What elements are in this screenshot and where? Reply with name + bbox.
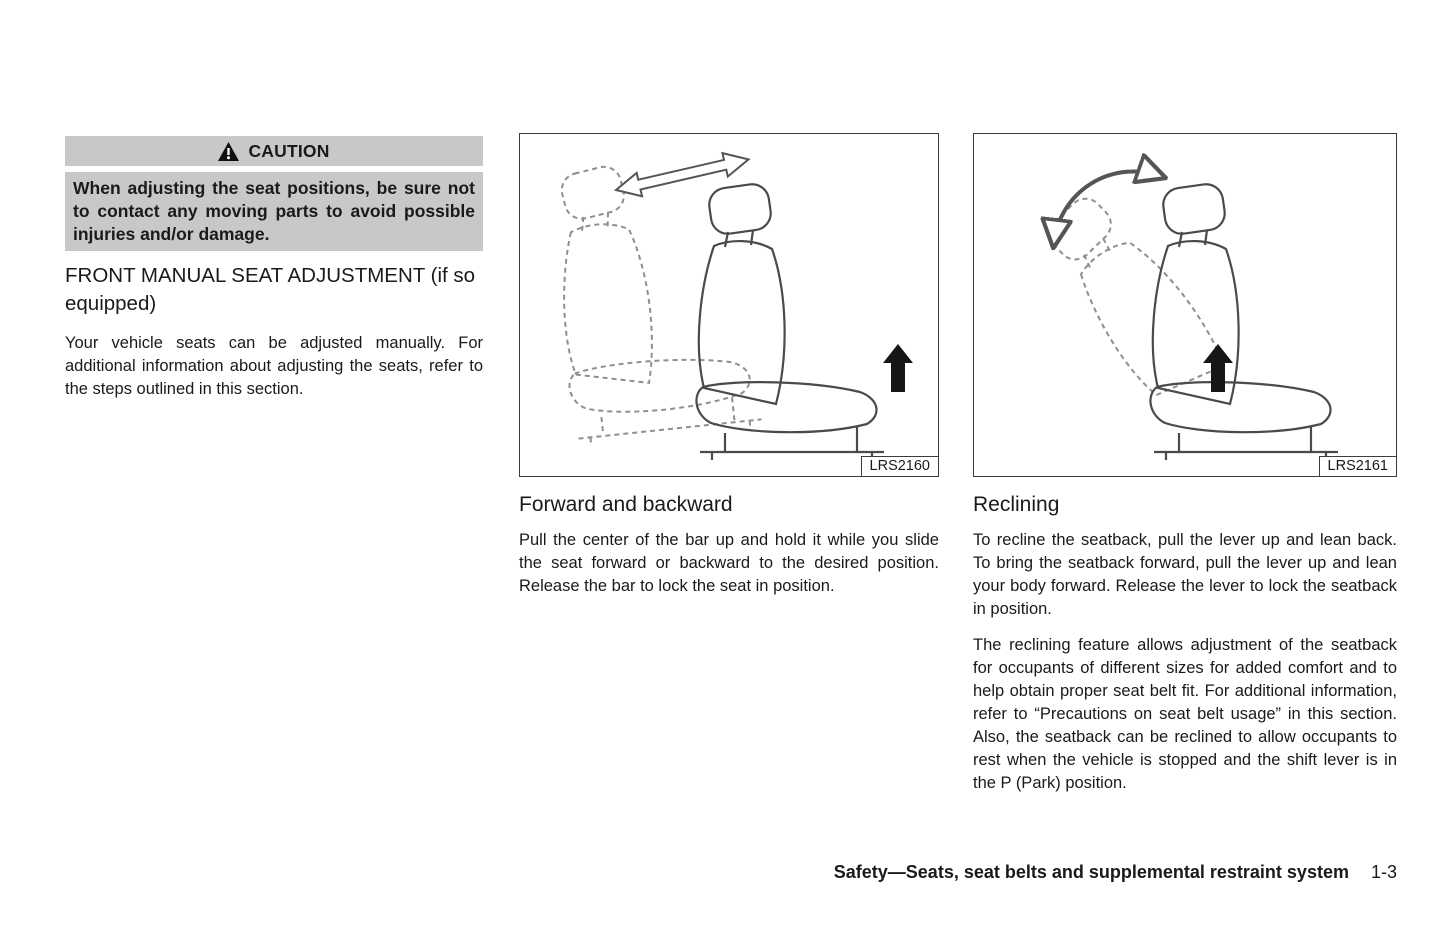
forward-backward-paragraph: Pull the center of the bar up and hold it while you slide the seat forward or backward to the desired position. Release the bar to lock the seat in position. (519, 531, 939, 595)
caution-box (65, 136, 483, 251)
page-footer (834, 862, 1397, 883)
subsection-heading-forward-backward: Forward and backward (519, 493, 733, 516)
forward-backward-column (519, 133, 939, 598)
caution-text: When adjusting the seat positions, be sure not to contact any moving parts to avoid possible injuries and/or damage. (65, 172, 483, 251)
figure-label: LRS2160 (861, 456, 938, 476)
pull-up-arrow-icon (883, 344, 913, 392)
footer-title: Safety—Seats, seat belts and supplemental restraint system (833, 862, 1349, 882)
slide-double-arrow-icon (613, 148, 751, 202)
seat-outline (1150, 182, 1338, 460)
reclining-paragraph-2: The reclining feature allows adjustment of the seatback for occupants of different sizes for added comfort and to help obtain proper seat belt fit. For additional information, refer to “Precautions on seat belt usage” in this section. Also, the seatback can be reclined to allow occupants to rest when the vehicle is stopped and the shift lever is in the P (Park) position. (973, 636, 1397, 792)
caution-title: CAUTION (248, 140, 330, 161)
caution-header (65, 136, 483, 166)
seat-ghost-position (547, 151, 763, 447)
seat-recline-illustration (974, 134, 1396, 476)
section-heading: FRONT MANUAL SEAT ADJUSTMENT (if so equipped) (65, 264, 476, 315)
warning-triangle-icon (218, 142, 239, 161)
figure-reclining (973, 133, 1397, 477)
intro-paragraph: Your vehicle seats can be adjusted manually. For additional information about adjusting the seats, refer to the steps outlined in this section. (65, 334, 483, 398)
seat-outline (696, 182, 884, 460)
seat-slide-illustration (520, 134, 938, 476)
subsection-heading-reclining: Reclining (973, 493, 1060, 516)
reclining-column (973, 133, 1397, 795)
footer-page-number: 1-3 (1370, 862, 1397, 882)
figure-forward-backward (519, 133, 939, 477)
left-column (65, 136, 483, 401)
figure-label: LRS2161 (1319, 456, 1396, 476)
reclining-paragraph-1: To recline the seatback, pull the lever up and lean back. To bring the seatback forward, pull the lever up and lean your body forward. Release the lever to lock the seatback in position. (973, 531, 1397, 618)
pull-up-arrow-icon (1203, 344, 1233, 392)
